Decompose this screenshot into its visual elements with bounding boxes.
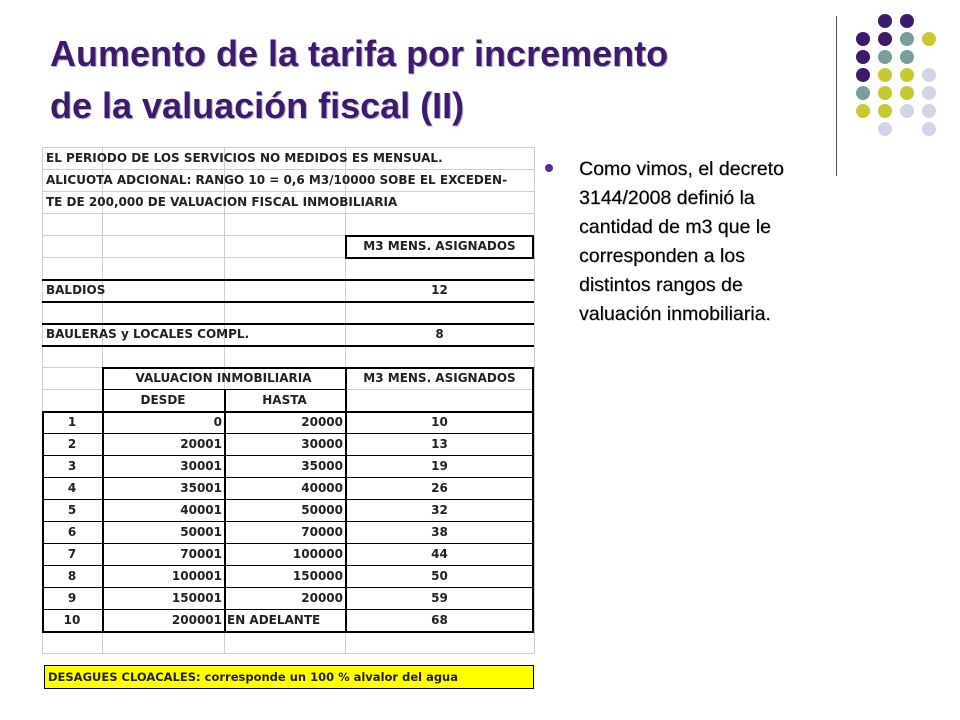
decorative-dot <box>856 68 870 82</box>
decorative-dot <box>878 50 892 64</box>
decorative-dot <box>878 86 892 100</box>
spreadsheet-image <box>42 147 534 691</box>
slide-title <box>50 28 810 132</box>
column-header: HASTA <box>262 393 307 407</box>
range-to: 20000 <box>301 591 343 605</box>
table-border <box>42 301 534 303</box>
table-border <box>345 257 534 259</box>
row-label: BALDIOS <box>46 283 106 297</box>
table-border <box>42 631 534 633</box>
range-m3: 26 <box>431 481 448 495</box>
decorative-dot <box>922 122 936 136</box>
range-to: 20000 <box>301 415 343 429</box>
grid-line <box>42 653 534 654</box>
range-to: 50000 <box>301 503 343 517</box>
bullet-point <box>545 155 815 329</box>
range-m3: 68 <box>431 613 448 627</box>
row-value: 8 <box>435 327 444 341</box>
range-number: 8 <box>67 569 77 583</box>
range-number: 7 <box>67 547 77 561</box>
decorative-dot <box>900 104 914 118</box>
decorative-dot <box>922 104 936 118</box>
bullet-text: Como vimos, el decreto 3144/2008 definió la cantidad de m3 que le corresponden a los distintos rangos de valuación inmobiliaria. <box>579 158 784 325</box>
range-from: 200001 <box>171 613 222 627</box>
range-from: 40001 <box>180 503 222 517</box>
range-number: 6 <box>67 525 77 539</box>
decorative-dot <box>856 86 870 100</box>
range-m3: 13 <box>431 437 448 451</box>
range-from: 35001 <box>180 481 222 495</box>
range-number: 5 <box>67 503 77 517</box>
range-m3: 19 <box>431 459 448 473</box>
title-line-2: de la valuación fiscal (II) <box>50 85 465 126</box>
note-text: EL PERIODO DE LOS SERVICIOS NO MEDIDOS ES MENSUAL. <box>46 151 443 165</box>
decorative-dot <box>900 86 914 100</box>
range-number: 1 <box>67 415 77 429</box>
column-header: M3 MENS. ASIGNADOS <box>363 371 516 385</box>
divider-line <box>836 16 837 176</box>
title-line-1: Aumento de la tarifa por incremento <box>50 33 669 74</box>
decorative-dot <box>878 14 892 28</box>
range-to: EN ADELANTE <box>227 613 321 627</box>
decorative-dot <box>878 68 892 82</box>
decorative-dot <box>878 104 892 118</box>
decorative-dot <box>878 122 892 136</box>
range-from: 70001 <box>180 547 222 561</box>
range-to: 100000 <box>292 547 343 561</box>
range-to: 70000 <box>301 525 343 539</box>
range-number: 3 <box>67 459 77 473</box>
range-number: 2 <box>67 437 77 451</box>
note-text: TE DE 200,000 DE VALUACION FISCAL INMOBILIARIA <box>46 195 398 209</box>
range-m3: 38 <box>431 525 448 539</box>
range-m3: 44 <box>431 547 448 561</box>
footer-text: DESAGUES CLOACALES: corresponde un 100 % alvalor del agua <box>48 670 459 684</box>
range-m3: 10 <box>431 415 448 429</box>
grid-line <box>42 213 534 214</box>
range-to: 40000 <box>301 481 343 495</box>
row-label: BAULERAS y LOCALES COMPL. <box>46 327 250 341</box>
row-value: 12 <box>431 283 448 297</box>
range-from: 100001 <box>171 569 222 583</box>
range-from: 150001 <box>171 591 222 605</box>
decorative-dot <box>878 32 892 46</box>
table-border <box>42 345 534 347</box>
decorative-dot <box>922 68 936 82</box>
range-to: 150000 <box>292 569 343 583</box>
grid-line <box>534 147 535 653</box>
range-number: 9 <box>67 591 77 605</box>
range-from: 30001 <box>180 459 222 473</box>
range-from: 50001 <box>180 525 222 539</box>
decorative-dot <box>856 32 870 46</box>
bullet-dot-icon <box>545 164 553 172</box>
decorative-dot <box>900 50 914 64</box>
decorative-dot <box>900 32 914 46</box>
decorative-dot <box>922 32 936 46</box>
range-to: 30000 <box>301 437 343 451</box>
range-to: 35000 <box>301 459 343 473</box>
decorative-dot <box>922 86 936 100</box>
note-text: ALICUOTA ADCIONAL: RANGO 10 = 0,6 M3/10000 SOBE EL EXCEDEN- <box>46 173 508 187</box>
decorative-dot <box>856 50 870 64</box>
column-header: DESDE <box>140 393 186 407</box>
range-number: 10 <box>63 613 81 627</box>
range-m3: 59 <box>431 591 448 605</box>
range-m3: 32 <box>431 503 448 517</box>
decorative-dot <box>900 68 914 82</box>
column-header: M3 MENS. ASIGNADOS <box>363 239 516 253</box>
decorative-dot <box>856 104 870 118</box>
column-header: VALUACION INMOBILIARIA <box>135 371 312 385</box>
range-number: 4 <box>67 481 77 495</box>
range-from: 0 <box>213 415 222 429</box>
decorative-dot <box>900 14 914 28</box>
range-m3: 50 <box>431 569 448 583</box>
range-from: 20001 <box>180 437 222 451</box>
